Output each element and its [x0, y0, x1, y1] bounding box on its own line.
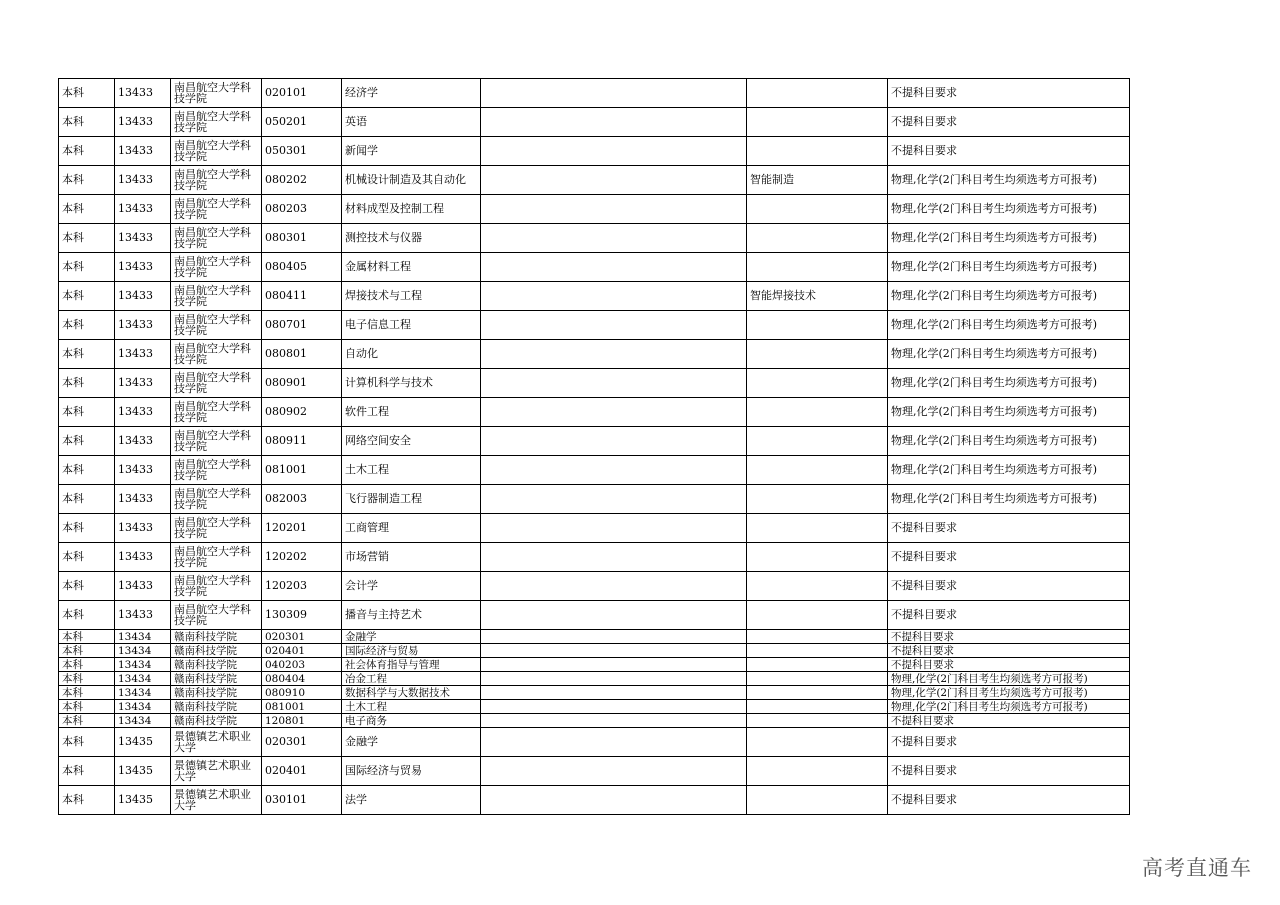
level-cell: 本科 — [59, 572, 115, 601]
major-code-cell: 080901 — [262, 369, 342, 398]
school-code-cell: 13434 — [115, 630, 171, 644]
table-row — [59, 195, 1130, 224]
major-name-cell: 工商管理 — [342, 514, 481, 543]
table-row — [59, 714, 1130, 728]
school-name-cell: 南昌航空大学科技学院 — [171, 543, 262, 572]
school-name-cell: 南昌航空大学科技学院 — [171, 224, 262, 253]
notes-cell — [481, 224, 747, 253]
school-code-cell: 13435 — [115, 786, 171, 815]
category-cell — [747, 630, 888, 644]
major-name-cell: 网络空间安全 — [342, 427, 481, 456]
school-name-cell: 景德镇艺术职业大学 — [171, 757, 262, 786]
category-cell — [747, 786, 888, 815]
school-code-cell: 13434 — [115, 658, 171, 672]
table-row — [59, 340, 1130, 369]
major-code-cell: 040203 — [262, 658, 342, 672]
admission-requirements-table — [58, 78, 1130, 815]
notes-cell — [481, 714, 747, 728]
school-code-cell: 13433 — [115, 166, 171, 195]
notes-cell — [481, 108, 747, 137]
major-code-cell: 020401 — [262, 757, 342, 786]
notes-cell — [481, 398, 747, 427]
major-code-cell: 020401 — [262, 644, 342, 658]
school-name-cell: 南昌航空大学科技学院 — [171, 79, 262, 108]
category-cell — [747, 543, 888, 572]
category-cell — [747, 108, 888, 137]
subject-requirement-cell: 不提科目要求 — [888, 757, 1130, 786]
subject-requirement-cell: 物理,化学(2门科目考生均须选考方可报考) — [888, 369, 1130, 398]
subject-requirement-cell: 物理,化学(2门科目考生均须选考方可报考) — [888, 253, 1130, 282]
school-code-cell: 13433 — [115, 572, 171, 601]
level-cell: 本科 — [59, 672, 115, 686]
school-name-cell: 南昌航空大学科技学院 — [171, 108, 262, 137]
major-name-cell: 金融学 — [342, 630, 481, 644]
notes-cell — [481, 514, 747, 543]
subject-requirement-cell: 物理,化学(2门科目考生均须选考方可报考) — [888, 398, 1130, 427]
subject-requirement-cell: 物理,化学(2门科目考生均须选考方可报考) — [888, 166, 1130, 195]
table-row — [59, 282, 1130, 311]
table-row — [59, 658, 1130, 672]
notes-cell — [481, 572, 747, 601]
school-code-cell: 13433 — [115, 195, 171, 224]
school-name-cell: 南昌航空大学科技学院 — [171, 137, 262, 166]
school-name-cell: 南昌航空大学科技学院 — [171, 311, 262, 340]
category-cell — [747, 253, 888, 282]
level-cell: 本科 — [59, 311, 115, 340]
major-name-cell: 社会体育指导与管理 — [342, 658, 481, 672]
notes-cell — [481, 137, 747, 166]
major-code-cell: 080701 — [262, 311, 342, 340]
table-row — [59, 398, 1130, 427]
level-cell: 本科 — [59, 630, 115, 644]
school-code-cell: 13433 — [115, 514, 171, 543]
category-cell — [747, 224, 888, 253]
major-code-cell: 080301 — [262, 224, 342, 253]
school-code-cell: 13433 — [115, 224, 171, 253]
major-code-cell: 080202 — [262, 166, 342, 195]
table-row — [59, 514, 1130, 543]
table-row — [59, 543, 1130, 572]
major-name-cell: 材料成型及控制工程 — [342, 195, 481, 224]
level-cell: 本科 — [59, 714, 115, 728]
major-code-cell: 081001 — [262, 456, 342, 485]
category-cell — [747, 137, 888, 166]
table-row — [59, 700, 1130, 714]
subject-requirement-cell: 不提科目要求 — [888, 108, 1130, 137]
school-code-cell: 13433 — [115, 311, 171, 340]
level-cell: 本科 — [59, 137, 115, 166]
category-cell: 智能制造 — [747, 166, 888, 195]
school-name-cell: 赣南科技学院 — [171, 658, 262, 672]
school-name-cell: 南昌航空大学科技学院 — [171, 456, 262, 485]
category-cell — [747, 601, 888, 630]
major-name-cell: 数据科学与大数据技术 — [342, 686, 481, 700]
major-name-cell: 电子商务 — [342, 714, 481, 728]
school-name-cell: 南昌航空大学科技学院 — [171, 166, 262, 195]
level-cell: 本科 — [59, 728, 115, 757]
level-cell: 本科 — [59, 644, 115, 658]
major-name-cell: 播音与主持艺术 — [342, 601, 481, 630]
subject-requirement-cell: 不提科目要求 — [888, 543, 1130, 572]
notes-cell — [481, 195, 747, 224]
level-cell: 本科 — [59, 253, 115, 282]
major-code-cell: 120203 — [262, 572, 342, 601]
table-row — [59, 311, 1130, 340]
notes-cell — [481, 543, 747, 572]
major-code-cell: 080203 — [262, 195, 342, 224]
notes-cell — [481, 630, 747, 644]
table-row — [59, 369, 1130, 398]
category-cell — [747, 427, 888, 456]
major-code-cell: 080411 — [262, 282, 342, 311]
subject-requirement-cell: 不提科目要求 — [888, 728, 1130, 757]
major-code-cell: 080902 — [262, 398, 342, 427]
subject-requirement-cell: 不提科目要求 — [888, 572, 1130, 601]
school-code-cell: 13433 — [115, 137, 171, 166]
major-name-cell: 会计学 — [342, 572, 481, 601]
level-cell: 本科 — [59, 757, 115, 786]
school-name-cell: 南昌航空大学科技学院 — [171, 485, 262, 514]
school-code-cell: 13433 — [115, 456, 171, 485]
level-cell: 本科 — [59, 108, 115, 137]
subject-requirement-cell: 物理,化学(2门科目考生均须选考方可报考) — [888, 672, 1130, 686]
notes-cell — [481, 728, 747, 757]
major-code-cell: 020301 — [262, 630, 342, 644]
table-row — [59, 253, 1130, 282]
school-name-cell: 景德镇艺术职业大学 — [171, 786, 262, 815]
school-name-cell: 赣南科技学院 — [171, 714, 262, 728]
category-cell — [747, 700, 888, 714]
major-code-cell: 130309 — [262, 601, 342, 630]
major-code-cell: 120201 — [262, 514, 342, 543]
school-name-cell: 南昌航空大学科技学院 — [171, 340, 262, 369]
table-row — [59, 644, 1130, 658]
subject-requirement-cell: 不提科目要求 — [888, 514, 1130, 543]
table-row — [59, 485, 1130, 514]
level-cell: 本科 — [59, 485, 115, 514]
major-name-cell: 金属材料工程 — [342, 253, 481, 282]
school-code-cell: 13433 — [115, 282, 171, 311]
level-cell: 本科 — [59, 686, 115, 700]
major-name-cell: 土木工程 — [342, 456, 481, 485]
level-cell: 本科 — [59, 543, 115, 572]
subject-requirement-cell: 不提科目要求 — [888, 79, 1130, 108]
table-row — [59, 601, 1130, 630]
notes-cell — [481, 311, 747, 340]
school-name-cell: 赣南科技学院 — [171, 644, 262, 658]
major-code-cell: 020301 — [262, 728, 342, 757]
school-name-cell: 南昌航空大学科技学院 — [171, 398, 262, 427]
school-code-cell: 13434 — [115, 700, 171, 714]
table-row — [59, 686, 1130, 700]
level-cell: 本科 — [59, 456, 115, 485]
school-code-cell: 13433 — [115, 485, 171, 514]
subject-requirement-cell: 物理,化学(2门科目考生均须选考方可报考) — [888, 311, 1130, 340]
school-name-cell: 南昌航空大学科技学院 — [171, 195, 262, 224]
table-body — [59, 79, 1130, 815]
table-row — [59, 728, 1130, 757]
major-name-cell: 飞行器制造工程 — [342, 485, 481, 514]
major-name-cell: 国际经济与贸易 — [342, 644, 481, 658]
notes-cell — [481, 601, 747, 630]
major-code-cell: 020101 — [262, 79, 342, 108]
table-row — [59, 572, 1130, 601]
notes-cell — [481, 427, 747, 456]
table-row — [59, 224, 1130, 253]
school-code-cell: 13433 — [115, 369, 171, 398]
notes-cell — [481, 672, 747, 686]
category-cell — [747, 398, 888, 427]
school-code-cell: 13434 — [115, 686, 171, 700]
subject-requirement-cell: 物理,化学(2门科目考生均须选考方可报考) — [888, 427, 1130, 456]
school-name-cell: 南昌航空大学科技学院 — [171, 427, 262, 456]
table-row — [59, 166, 1130, 195]
major-code-cell: 120202 — [262, 543, 342, 572]
notes-cell — [481, 253, 747, 282]
notes-cell — [481, 369, 747, 398]
table-row — [59, 786, 1130, 815]
school-code-cell: 13433 — [115, 427, 171, 456]
major-name-cell: 软件工程 — [342, 398, 481, 427]
category-cell — [747, 757, 888, 786]
subject-requirement-cell: 不提科目要求 — [888, 137, 1130, 166]
category-cell — [747, 79, 888, 108]
school-name-cell: 赣南科技学院 — [171, 672, 262, 686]
subject-requirement-cell: 不提科目要求 — [888, 644, 1130, 658]
major-code-cell: 080910 — [262, 686, 342, 700]
school-code-cell: 13435 — [115, 757, 171, 786]
notes-cell — [481, 757, 747, 786]
level-cell: 本科 — [59, 195, 115, 224]
school-name-cell: 南昌航空大学科技学院 — [171, 601, 262, 630]
school-name-cell: 景德镇艺术职业大学 — [171, 728, 262, 757]
major-code-cell: 080404 — [262, 672, 342, 686]
school-code-cell: 13434 — [115, 672, 171, 686]
notes-cell — [481, 658, 747, 672]
category-cell — [747, 714, 888, 728]
major-code-cell: 082003 — [262, 485, 342, 514]
table-row — [59, 630, 1130, 644]
major-name-cell: 机械设计制造及其自动化 — [342, 166, 481, 195]
school-code-cell: 13433 — [115, 601, 171, 630]
category-cell — [747, 456, 888, 485]
major-name-cell: 经济学 — [342, 79, 481, 108]
major-code-cell: 030101 — [262, 786, 342, 815]
school-code-cell: 13435 — [115, 728, 171, 757]
level-cell: 本科 — [59, 427, 115, 456]
subject-requirement-cell: 物理,化学(2门科目考生均须选考方可报考) — [888, 195, 1130, 224]
school-name-cell: 南昌航空大学科技学院 — [171, 572, 262, 601]
major-code-cell: 080405 — [262, 253, 342, 282]
major-name-cell: 测控技术与仪器 — [342, 224, 481, 253]
school-name-cell: 赣南科技学院 — [171, 700, 262, 714]
subject-requirement-cell: 物理,化学(2门科目考生均须选考方可报考) — [888, 224, 1130, 253]
notes-cell — [481, 79, 747, 108]
major-name-cell: 英语 — [342, 108, 481, 137]
subject-requirement-cell: 物理,化学(2门科目考生均须选考方可报考) — [888, 700, 1130, 714]
school-name-cell: 赣南科技学院 — [171, 686, 262, 700]
major-code-cell: 050301 — [262, 137, 342, 166]
level-cell: 本科 — [59, 700, 115, 714]
major-code-cell: 120801 — [262, 714, 342, 728]
major-code-cell: 080911 — [262, 427, 342, 456]
major-name-cell: 自动化 — [342, 340, 481, 369]
subject-requirement-cell: 不提科目要求 — [888, 630, 1130, 644]
category-cell — [747, 195, 888, 224]
school-name-cell: 赣南科技学院 — [171, 630, 262, 644]
watermark-text: 高考直通车 — [1142, 856, 1252, 880]
major-code-cell: 081001 — [262, 700, 342, 714]
category-cell — [747, 340, 888, 369]
level-cell: 本科 — [59, 514, 115, 543]
school-name-cell: 南昌航空大学科技学院 — [171, 369, 262, 398]
major-name-cell: 金融学 — [342, 728, 481, 757]
major-name-cell: 新闻学 — [342, 137, 481, 166]
major-code-cell: 050201 — [262, 108, 342, 137]
category-cell — [747, 514, 888, 543]
subject-requirement-cell: 不提科目要求 — [888, 658, 1130, 672]
notes-cell — [481, 644, 747, 658]
school-name-cell: 南昌航空大学科技学院 — [171, 514, 262, 543]
notes-cell — [481, 700, 747, 714]
level-cell: 本科 — [59, 601, 115, 630]
notes-cell — [481, 456, 747, 485]
category-cell — [747, 728, 888, 757]
category-cell — [747, 644, 888, 658]
category-cell — [747, 485, 888, 514]
category-cell: 智能焊接技术 — [747, 282, 888, 311]
table-row — [59, 79, 1130, 108]
school-code-cell: 13434 — [115, 714, 171, 728]
level-cell: 本科 — [59, 786, 115, 815]
subject-requirement-cell: 物理,化学(2门科目考生均须选考方可报考) — [888, 282, 1130, 311]
table-row — [59, 427, 1130, 456]
subject-requirement-cell: 物理,化学(2门科目考生均须选考方可报考) — [888, 485, 1130, 514]
school-code-cell: 13433 — [115, 398, 171, 427]
level-cell: 本科 — [59, 369, 115, 398]
level-cell: 本科 — [59, 79, 115, 108]
category-cell — [747, 572, 888, 601]
table-row — [59, 137, 1130, 166]
school-name-cell: 南昌航空大学科技学院 — [171, 253, 262, 282]
subject-requirement-cell: 物理,化学(2门科目考生均须选考方可报考) — [888, 686, 1130, 700]
major-name-cell: 电子信息工程 — [342, 311, 481, 340]
subject-requirement-cell: 不提科目要求 — [888, 601, 1130, 630]
major-name-cell: 国际经济与贸易 — [342, 757, 481, 786]
level-cell: 本科 — [59, 166, 115, 195]
major-name-cell: 法学 — [342, 786, 481, 815]
table-row — [59, 757, 1130, 786]
major-name-cell: 土木工程 — [342, 700, 481, 714]
school-code-cell: 13433 — [115, 79, 171, 108]
level-cell: 本科 — [59, 658, 115, 672]
school-name-cell: 南昌航空大学科技学院 — [171, 282, 262, 311]
school-code-cell: 13434 — [115, 644, 171, 658]
notes-cell — [481, 282, 747, 311]
major-name-cell: 市场营销 — [342, 543, 481, 572]
school-code-cell: 13433 — [115, 108, 171, 137]
school-code-cell: 13433 — [115, 543, 171, 572]
category-cell — [747, 686, 888, 700]
subject-requirement-cell: 不提科目要求 — [888, 786, 1130, 815]
notes-cell — [481, 485, 747, 514]
notes-cell — [481, 786, 747, 815]
table-row — [59, 456, 1130, 485]
notes-cell — [481, 166, 747, 195]
notes-cell — [481, 686, 747, 700]
major-code-cell: 080801 — [262, 340, 342, 369]
category-cell — [747, 658, 888, 672]
school-code-cell: 13433 — [115, 253, 171, 282]
school-code-cell: 13433 — [115, 340, 171, 369]
level-cell: 本科 — [59, 224, 115, 253]
level-cell: 本科 — [59, 282, 115, 311]
major-name-cell: 计算机科学与技术 — [342, 369, 481, 398]
major-name-cell: 冶金工程 — [342, 672, 481, 686]
subject-requirement-cell: 物理,化学(2门科目考生均须选考方可报考) — [888, 456, 1130, 485]
category-cell — [747, 672, 888, 686]
category-cell — [747, 311, 888, 340]
category-cell — [747, 369, 888, 398]
notes-cell — [481, 340, 747, 369]
subject-requirement-cell: 不提科目要求 — [888, 714, 1130, 728]
level-cell: 本科 — [59, 340, 115, 369]
table-row — [59, 672, 1130, 686]
major-name-cell: 焊接技术与工程 — [342, 282, 481, 311]
level-cell: 本科 — [59, 398, 115, 427]
table-row — [59, 108, 1130, 137]
subject-requirement-cell: 物理,化学(2门科目考生均须选考方可报考) — [888, 340, 1130, 369]
